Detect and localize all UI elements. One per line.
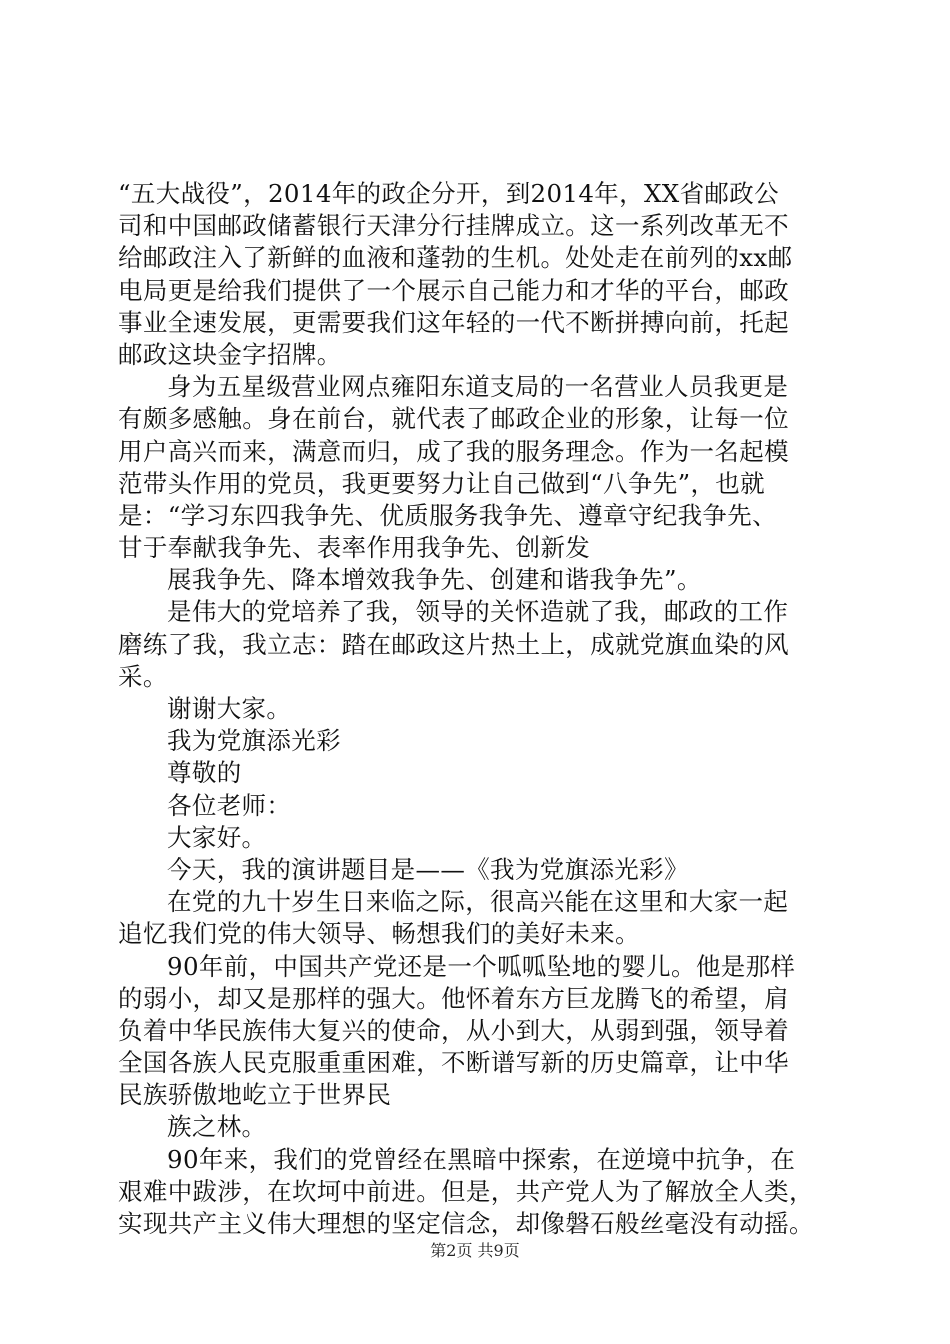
- text-line: 追忆我们党的伟大领导、畅想我们的美好未来。: [118, 919, 640, 949]
- closing-thanks: 谢谢大家。: [167, 694, 292, 723]
- paragraph-first-line: 90年前，中国共产党还是一个呱呱坠地的婴儿。他是那样: [167, 951, 796, 981]
- text-line: 艰难中跋涉，在坎坷中前进。但是，共产党人为了解放全人类，: [118, 1176, 814, 1206]
- text-line: 实现共产主义伟大理想的坚定信念，却像磐石般丝毫没有动摇。: [118, 1209, 814, 1238]
- text-line: 有颇多感触。身在前台，就代表了邮政企业的形象，让每一位: [118, 404, 789, 434]
- text-line: 邮政这块金字招牌。: [118, 339, 342, 369]
- text-line: 磨练了我，我立志：踏在邮政这片热土上，成就党旗血染的风: [118, 629, 789, 659]
- paragraph-first-line: 在党的九十岁生日来临之际，很高兴能在这里和大家一起: [167, 887, 789, 917]
- paragraph-first-line: 族之林。: [167, 1112, 267, 1142]
- text-line: 民族骄傲地屹立于世界民: [118, 1080, 392, 1110]
- text-line: 负着中华民族伟大复兴的使命，从小到大，从弱到强，领导着: [118, 1015, 789, 1045]
- greeting-line: 大家好。: [167, 822, 267, 852]
- page-number-footer: 第2页 共9页: [430, 1241, 520, 1260]
- salutation-line: 尊敬的: [167, 758, 242, 788]
- text-line: 甘于奉献我争先、表率作用我争先、创新发: [118, 533, 591, 563]
- text-line: 用户高兴而来，满意而归，成了我的服务理念。作为一名起模: [118, 436, 789, 466]
- speech-title: 我为党旗添光彩: [167, 726, 341, 756]
- text-line: 电局更是给我们提供了一个展示自己能力和才华的平台，邮政: [118, 275, 789, 305]
- text-line: 是：“学习东四我争先、优质服务我争先、遵章守纪我争先、: [118, 500, 777, 530]
- text-line: 的弱小，却又是那样的强大。他怀着东方巨龙腾飞的希望，肩: [118, 983, 789, 1013]
- text-line: 给邮政注入了新鲜的血液和蓬勃的生机。处处走在前列的xx邮: [118, 243, 793, 273]
- paragraph-first-line: 展我争先、降本增效我争先、创建和谐我争先”。: [167, 565, 702, 595]
- document-body: [118, 178, 832, 1240]
- paragraph-first-line: 90年来，我们的党曾经在黑暗中探索，在逆境中抗争，在: [167, 1144, 796, 1174]
- topic-line: 今天，我的演讲题目是——《我为党旗添光彩》: [167, 854, 689, 884]
- text-line: 司和中国邮政储蓄银行天津分行挂牌成立。这一系列改革无不: [118, 211, 789, 241]
- text-line: 事业全速发展，更需要我们这年轻的一代不断拼搏向前，托起: [118, 307, 789, 337]
- text-line: “五大战役”，2014年的政企分开，到2014年，XX省邮政公: [118, 179, 779, 208]
- text-line: 全国各族人民克服重重困难，不断谱写新的历史篇章，让中华: [118, 1048, 789, 1078]
- text-line: 范带头作用的党员，我更要努力让自己做到“八争先”，也就: [118, 468, 765, 498]
- paragraph-first-line: 身为五星级营业网点雍阳东道支局的一名营业人员我更是: [167, 372, 789, 402]
- paragraph-first-line: 是伟大的党培养了我，领导的关怀造就了我，邮政的工作: [167, 597, 789, 627]
- text-line: 采。: [118, 661, 168, 691]
- salutation-line: 各位老师：: [167, 790, 292, 820]
